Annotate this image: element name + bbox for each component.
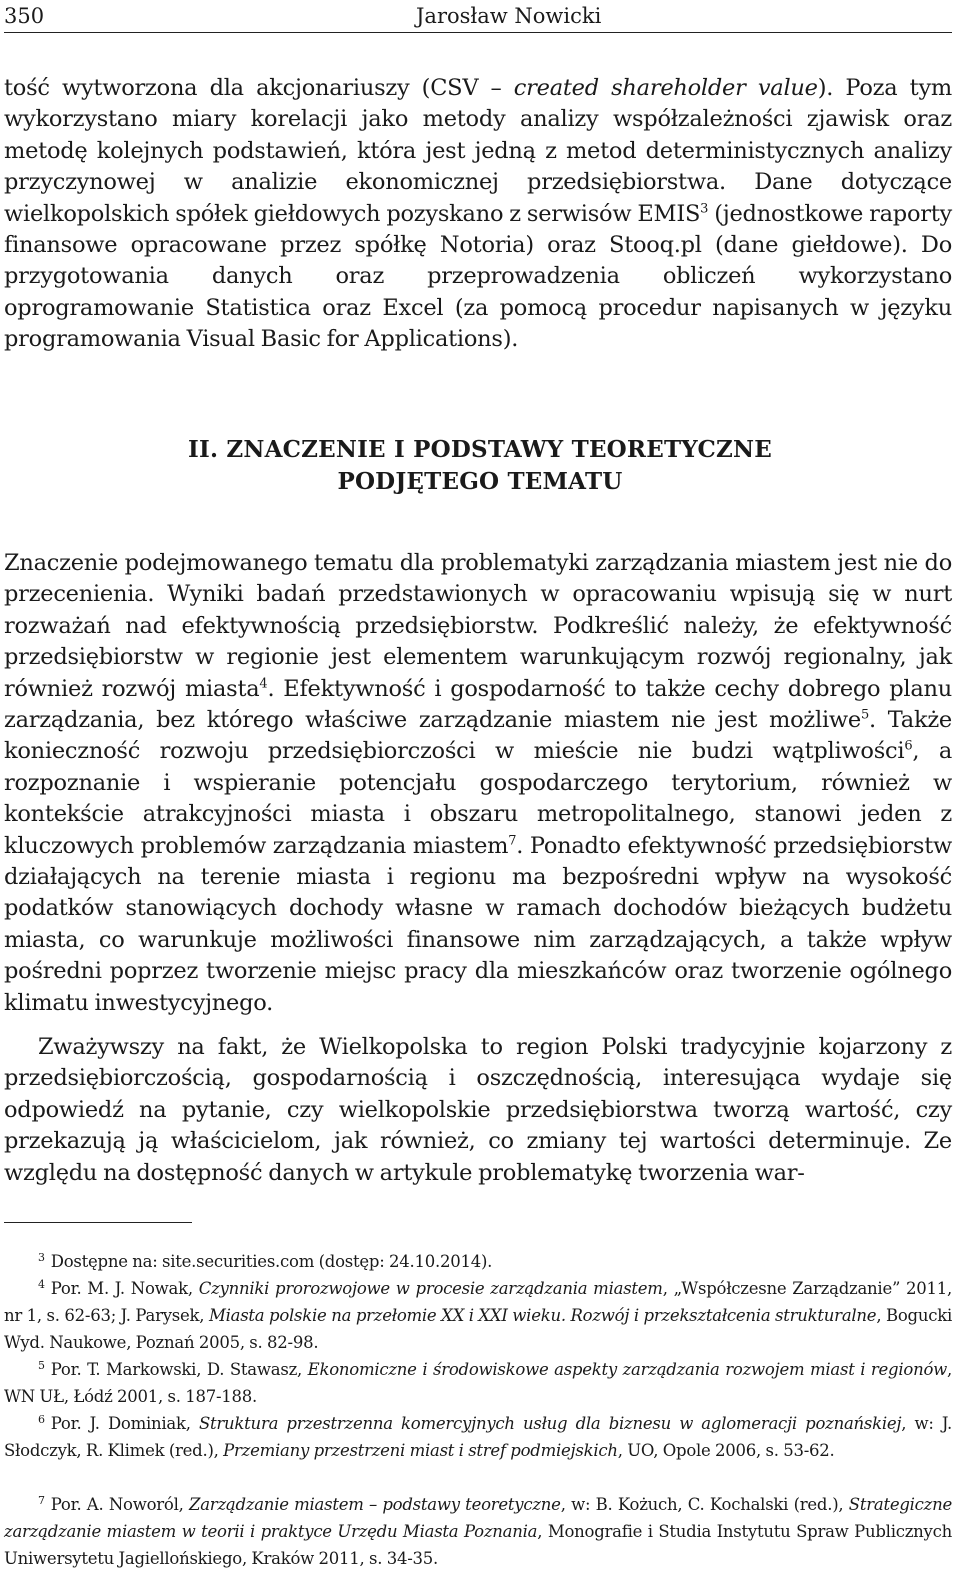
footnote-5-number: 5 [38,1358,45,1372]
footnote-7-title-2: Strategiczne zarządzanie miastem w teorii i praktyce Urzędu Miasta Poznania [4,1495,952,1541]
footnote-7-text-1: Por. A. Noworól, [50,1495,189,1514]
footnote-5 [4,1356,952,1410]
footnote-7 [4,1491,952,1572]
footnote-ref-7[interactable]: 7 [508,833,517,849]
footnote-4 [4,1275,952,1356]
footnote-7-text-3: , Monografie i Studia Instytutu Spraw Publicznych Uniwersytetu Jagiellońskiego, Kraków 2011, s. 34-35. [4,1522,952,1568]
footnote-7-number: 7 [38,1493,45,1507]
footnote-4-title-2: Miasta polskie na przełomie XX i XXI wieku. Rozwój i przekształcenia strukturalne [208,1306,877,1325]
para1-italic-term: created shareholder value [513,75,818,101]
section-heading [0,434,960,498]
para2-text-1: Znaczenie podejmowanego tematu dla problematyki zarządzania miastem jest nie do przecenienia. Wyniki badań przedstawionych w opracowaniu wpisują się w nurt rozważań nad efektywnością przedsiębiorstw. Podkreślić należy, że efektywność przedsiębiorstw w regionie jest elementem warunkującym rozwój regionalny, jak również rozwój miasta [4,550,952,702]
para2-text-3: . Także konieczność rozwoju przedsiębiorczości w mieście nie budzi wątpliwości [4,707,952,765]
footnote-5-text-2: , WN UŁ, Łódź 2001, s. 187-188. [4,1360,953,1406]
footnote-7-title-1: Zarządzanie miastem – podstawy teoretyczne [189,1495,561,1514]
footnote-4-text-2: , „Współczesne Zarządzanie” 2011, nr 1, s. 62-63; J. Parysek, [4,1279,952,1325]
para2-text-5: . Ponadto efektywność przedsiębiorstw działających na terenie miasta i regionu ma bezpośredni wpływ na wysokość podatków stanowiących dochody własne w ramach dochodów bieżących budżetu miasta, co warunkuje możliwości finansowe nim zarządzających, a także wpływ pośredni poprzez tworzenie miejsc pracy dla mieszkańców oraz tworzenie ogólnego klimatu inwestycyjnego. [4,832,952,1016]
footnote-4-number: 4 [38,1277,45,1291]
body-paragraph-1 [4,73,952,356]
footnote-6-text-2: , w: J. Słodczyk, R. Klimek (red.), [4,1414,952,1460]
footnote-4-text-1: Por. M. J. Nowak, [50,1279,199,1298]
footnote-6-text-1: Por. J. Dominiak, [50,1414,199,1433]
footnote-5-text-1: Por. T. Markowski, D. Stawasz, [50,1360,308,1379]
running-head-author: Jarosław Nowicki [416,4,602,28]
footnote-4-text-3: , Bogucki Wyd. Naukowe, Poznań 2005, s. 82-98. [4,1306,952,1352]
footnote-6-title-2: Przemiany przestrzeni miast i stref podmiejskich [223,1441,618,1460]
section-heading-line-2: PODJĘTEGO TEMATU [337,468,623,495]
section-heading-line-1: II. ZNACZENIE I PODSTAWY TEORETYCZNE [188,436,772,463]
footnote-separator [4,1222,192,1223]
para2-text-4: , a rozpoznanie i wspieranie potencjału gospodarczego terytorium, również w kontekście atrakcyjności miasta i obszaru metropolitalnego, stanowi jeden z kluczowych problemów zarządzania miastem [4,738,952,859]
page-number: 350 [4,4,45,28]
footnote-6 [4,1410,952,1464]
running-header [4,0,952,33]
para2-text-2: . Efektywność i gospodarność to także cechy dobrego planu zarządzania, bez którego właściwe zarządzanie miastem nie jest możliwe [4,675,953,734]
footnote-4-title-1: Czynniki prorozwojowe w procesie zarządzania miastem [198,1279,663,1298]
footnote-6-number: 6 [38,1412,45,1426]
footnote-ref-4[interactable]: 4 [259,676,268,692]
body-paragraph-3: Zważywszy na fakt, że Wielkopolska to region Polski tradycyjnie kojarzony z przedsiębiorczością, gospodarnością i oszczędnością, interesująca wydaje się odpowiedź na pytanie, czy wielkopolskie przedsiębiorstwa tworzą wartość, czy przekazują ją właścicielom, jak również, co zmiany tej wartości determinuje. Ze względu na dostępność danych w artykule problematykę tworzenia war- [4,1034,952,1186]
footnote-6-title-1: Struktura przestrzenna komercyjnych usług dla biznesu w aglomeracji poznańskiej [198,1414,902,1433]
footnote-3-number: 3 [38,1250,45,1264]
footnote-ref-6[interactable]: 6 [904,738,913,754]
footnote-5-title-1: Ekonomiczne i środowiskowe aspekty zarządzania rozwojem miast i regionów [307,1360,948,1379]
footnote-3 [4,1248,952,1275]
footnote-6-text-3: , UO, Opole 2006, s. 53-62. [617,1441,835,1460]
para1-text-3: (jednostkowe raporty finansowe opracowane przez spółkę Notoria) oraz Stooq.pl (dane giełdowe). Do przygotowania danych oraz przeprowadzenia obliczeń wykorzystano oprogramowanie Statistica oraz Excel (za pomocą procedur napisanych w języku programowania Visual Basic for Applications). [4,200,952,353]
footnote-ref-5[interactable]: 5 [860,707,870,723]
body-paragraph-2 [4,548,952,1019]
footnote-3-text: Dostępne na: site.securities.com (dostęp: 24.10.2014). [50,1252,493,1271]
para1-text-2: ). Poza tym wykorzystano miary korelacji jako metody analizy współzależności zjawisk oraz metodę kolejnych podstawień, która jest jedną z metod deterministycznych analizy przyczynowej w analizie ekonomicznej przedsiębiorstwa. Dane dotyczące wielkopolskich spółek giełdowych pozyskano z serwisów EMIS [4,75,952,227]
para1-text-1: tość wytworzona dla akcjonariuszy (CSV – [4,75,514,101]
footnote-ref-3[interactable]: 3 [700,201,709,217]
footnote-7-text-2: , w: B. Kożuch, C. Kochalski (red.), [560,1495,849,1514]
